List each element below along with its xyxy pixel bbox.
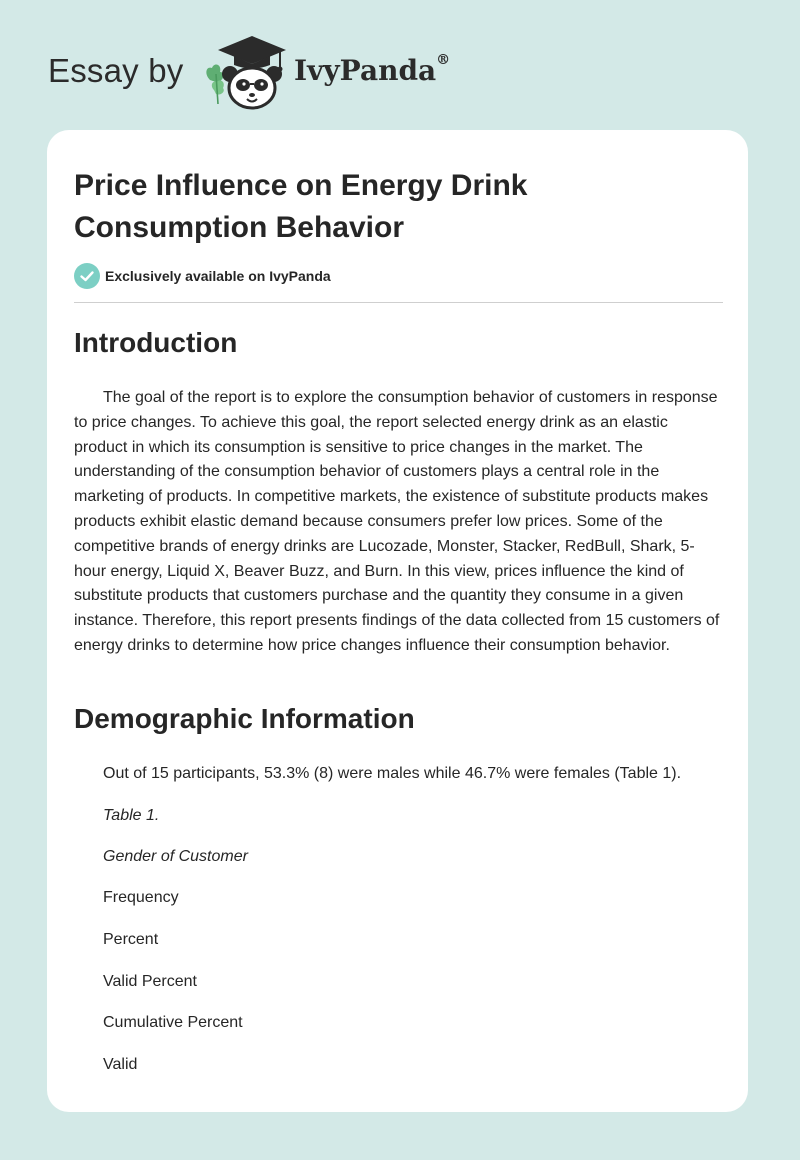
check-circle-icon	[74, 263, 100, 289]
brand-name[interactable]: IvyPanda®	[294, 52, 451, 87]
table-column-frequency: Frequency	[103, 889, 179, 906]
table-column-cumulative-percent: Cumulative Percent	[103, 1014, 243, 1031]
exclusive-badge-text: Exclusively available on IvyPanda	[105, 268, 331, 284]
table-caption: Gender of Customer	[103, 848, 248, 865]
table-column-valid-percent: Valid Percent	[103, 973, 197, 990]
essay-by-label: Essay by	[48, 52, 184, 89]
essay-title: Price Influence on Energy Drink Consumption Behavior	[74, 169, 528, 244]
introduction-paragraph: The goal of the report is to explore the consumption behavior of customers in response to price changes. To achieve this goal, the report selected energy drink as an elastic product in which its consumption is sensitive to price changes in the market. The understanding of the consumption behavior of customers plays a central role in the marketing of products. In competitive markets, the existence of substitute products makes products exhibit elastic demand because consumers prefer low prices. Some of the competitive brands of energy drinks are Lucozade, Monster, Stacker, RedBull, Shark, 5-hour energy, Liquid X, Beaver Buzz, and Burn. In this view, prices influence the kind of substitute products that customers purchase and the quantity they consume in a given instance. Therefore, this report presents findings of the data collected from 15 customers of energy drinks to determine how price changes influence their consumption behavior.	[74, 389, 720, 654]
table-row-label-valid: Valid	[103, 1056, 138, 1073]
exclusive-badge	[74, 263, 331, 289]
introduction-heading: Introduction	[74, 327, 238, 358]
table-column-percent: Percent	[103, 931, 159, 948]
table-label: Table 1.	[103, 807, 160, 824]
essay-card	[47, 130, 748, 1112]
site-header	[48, 30, 508, 110]
panda-graduate-logo-icon[interactable]	[200, 34, 286, 110]
demographic-heading: Demographic Information	[74, 703, 415, 734]
registered-mark: ®	[436, 52, 451, 68]
title-divider	[74, 302, 723, 303]
demographic-summary: Out of 15 participants, 53.3% (8) were males while 46.7% were females (Table 1).	[103, 765, 682, 782]
